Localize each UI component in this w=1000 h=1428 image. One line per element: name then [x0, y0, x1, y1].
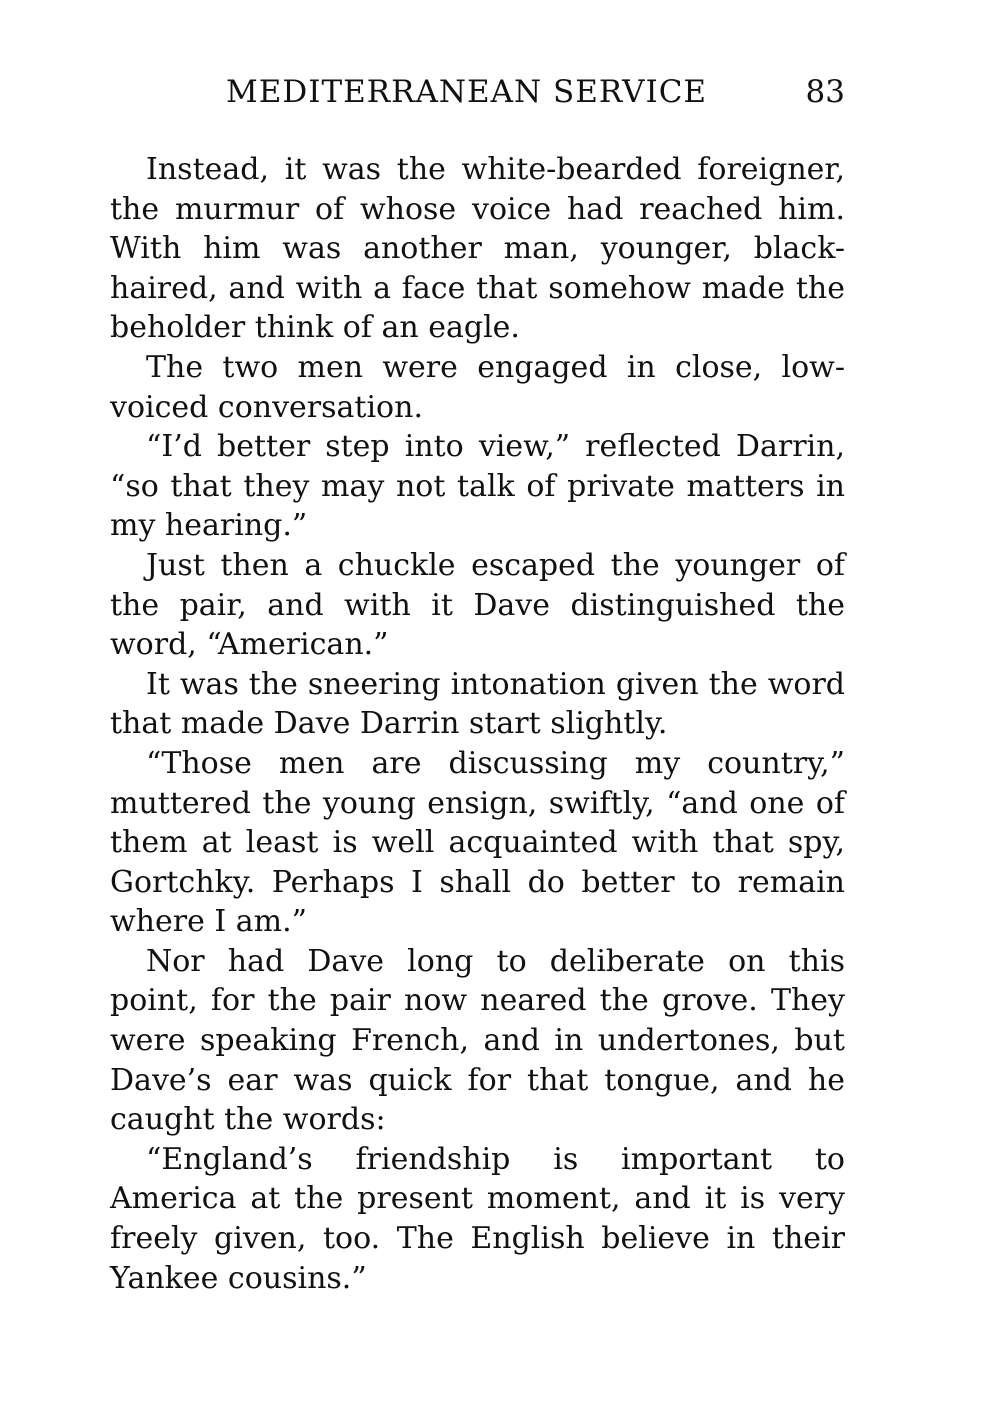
paragraph-1: Instead, it was the white-bearded foreigner, the murmur of whose voice had reached him. With him was another man, younger, black-haired, and with a face that somehow made the beholder think of an eagle.	[110, 152, 845, 346]
body-text	[110, 150, 845, 1298]
paragraph-5: It was the sneering intonation given the word that made Dave Darrin start slightly.	[110, 666, 845, 742]
paragraph-3: “I’d better step into view,” reflected Darrin, “so that they may not talk of private matters in my hearing.”	[110, 429, 845, 544]
paragraph-7: Nor had Dave long to deliberate on this point, for the pair now neared the grove. They were speaking French, and in undertones, but Dave’s ear was quick for that tongue, and he caught the words:	[110, 943, 845, 1138]
paragraph-4: Just then a chuckle escaped the younger of the pair, and with it Dave distinguished the word, “American.”	[110, 547, 845, 663]
paragraph-2: The two men were engaged in close, low-voiced conversation.	[110, 349, 845, 425]
running-title: MEDITERRANEAN SERVICE	[226, 74, 708, 110]
paragraph-8: “England’s friendship is important to America at the present moment, and it is very freely given, too. The English believe in their Yankee cousins.”	[110, 1141, 845, 1296]
paragraph-6: “Those men are discussing my country,” muttered the young ensign, swiftly, “and one of them at least is well acquainted with that spy, Gortchky. Perhaps I shall do better to remain where I am.”	[110, 745, 845, 940]
running-head	[110, 68, 845, 118]
page-number: 83	[805, 74, 845, 110]
